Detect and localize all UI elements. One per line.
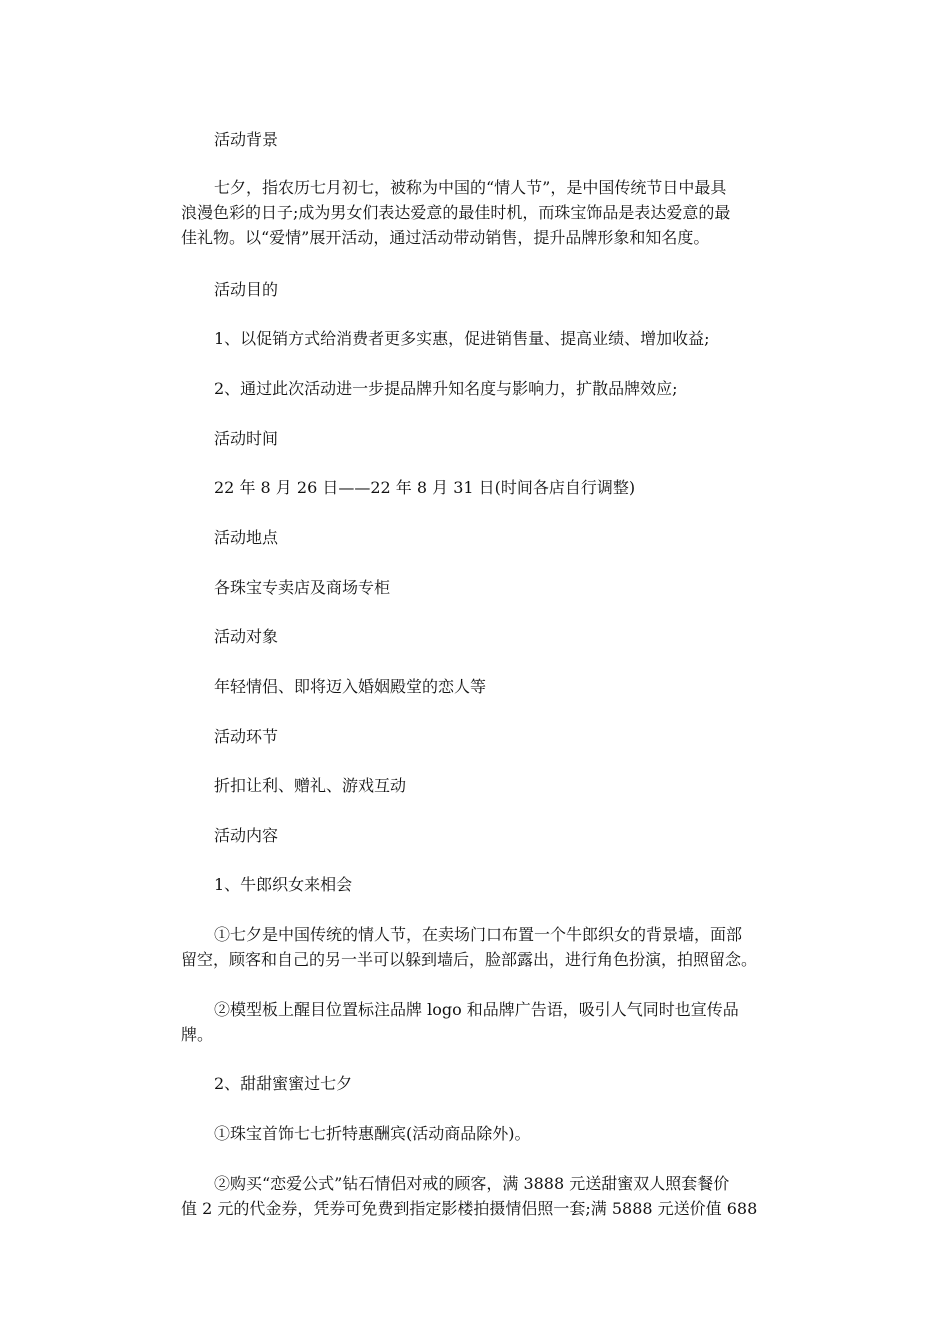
text-line: ②模型板上醒目位置标注品牌 logo 和品牌广告语，吸引人气同时也宣传品 [214,1000,739,1019]
text-line: 活动地点 [214,528,279,547]
text-line: 1、牛郎织女来相会 [214,875,353,894]
text-line: 值 2 元的代金券，凭券可免费到指定影楼拍摄情侣照一套;满 5888 元送价值 688 [181,1199,758,1218]
text-line: 各珠宝专卖店及商场专柜 [214,578,391,597]
text-line: 22 年 8 月 26 日——22 年 8 月 31 日(时间各店自行调整) [214,478,636,497]
text-line: 活动目的 [214,280,279,299]
text-line: 活动环节 [214,727,279,746]
text-line: 佳礼物。以“爱情”展开活动，通过活动带动销售，提升品牌形象和知名度。 [181,228,710,247]
text-line: 折扣让利、赠礼、游戏互动 [214,776,407,795]
text-line: 活动内容 [214,826,279,845]
text-line: ①七夕是中国传统的情人节，在卖场门口布置一个牛郎织女的背景墙，面部 [214,925,743,944]
text-line: 活动背景 [214,130,279,149]
text-line: 1、以促销方式给消费者更多实惠，促进销售量、提高业绩、增加收益; [214,329,710,348]
text-line: 七夕，指农历七月初七，被称为中国的“情人节”，是中国传统节日中最具 [214,178,727,197]
text-line: 活动时间 [214,429,279,448]
text-line: 浪漫色彩的日子;成为男女们表达爱意的最佳时机，而珠宝饰品是表达爱意的最 [181,203,731,222]
text-line: 2、通过此次活动进一步提品牌升知名度与影响力，扩散品牌效应; [214,379,678,398]
text-line: 留空，顾客和自己的另一半可以躲到墙后，脸部露出，进行角色扮演，拍照留念。 [181,950,758,969]
text-line: ①珠宝首饰七七折特惠酬宾(活动商品除外)。 [214,1124,531,1143]
text-line: 2、甜甜蜜蜜过七夕 [214,1074,353,1093]
text-line: 牌。 [181,1025,214,1044]
text-line: ②购买“恋爱公式”钻石情侣对戒的顾客，满 3888 元送甜蜜双人照套餐价 [214,1174,730,1193]
text-line: 活动对象 [214,627,279,646]
text-line: 年轻情侣、即将迈入婚姻殿堂的恋人等 [214,677,487,696]
